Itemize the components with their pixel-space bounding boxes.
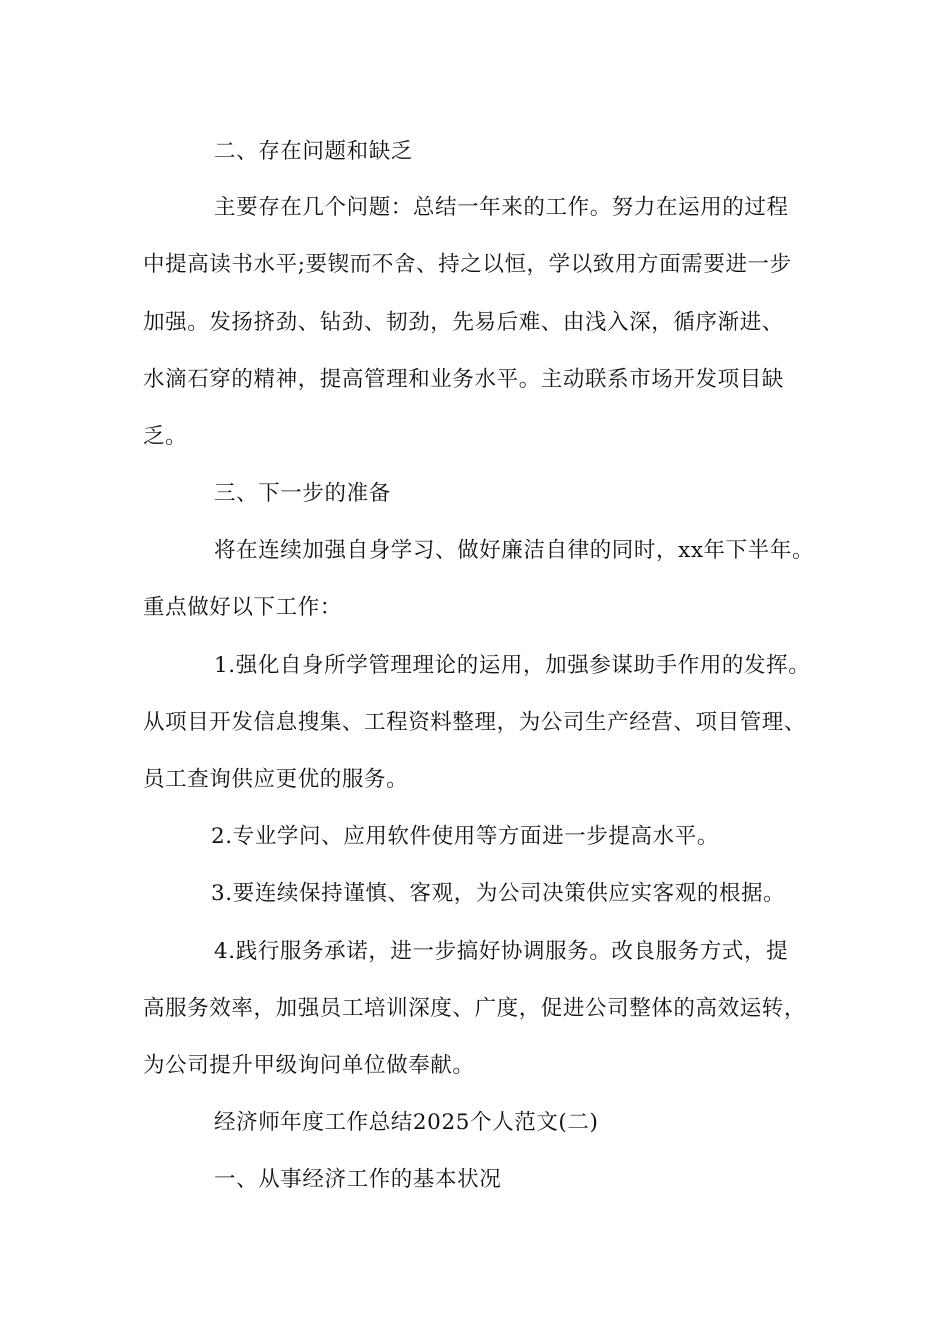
list-item-4: 4.践行服务承诺，进一步搞好协调服务。改良服务方式，提 [214, 939, 789, 964]
paragraph-line: 高服务效率，加强员工培训深度、广度，促进公司整体的高效运转， [143, 996, 807, 1021]
list-item-2: 2.专业学问、应用软件使用等方面进一步提高水平。 [211, 824, 719, 849]
paragraph-line: 从项目开发信息搜集、工程资料整理，为公司生产经营、项目管理、 [143, 710, 807, 735]
list-item-1: 1.强化自身所学管理理论的运用，加强参谋助手作用的发挥。 [214, 653, 811, 678]
paragraph-line: 加强。发扬挤劲、钻劲、韧劲，先易后难、由浅入深，循序渐进、 [143, 310, 784, 335]
paragraph-line: 重点做好以下工作： [143, 595, 342, 620]
paragraph-line: 将在连续加强自身学习、做好廉洁自律的同时，xx年下半年。 [214, 538, 815, 563]
paragraph-line: 为公司提升甲级询问单位做奉献。 [143, 1053, 475, 1078]
section-heading-basic-status: 一、从事经济工作的基本状况 [214, 1167, 502, 1192]
document-subtitle: 经济师年度工作总结2025个人范文(二) [214, 1110, 599, 1135]
paragraph-line: 乏。 [143, 424, 188, 449]
list-item-3: 3.要连续保持谨慎、客观，为公司决策供应实客观的根据。 [211, 881, 786, 906]
section-heading-problems: 二、存在问题和缺乏 [214, 139, 413, 164]
section-heading-next-steps: 三、下一步的准备 [214, 481, 391, 506]
paragraph-line: 主要存在几个问题：总结一年来的工作。努力在运用的过程 [214, 195, 789, 220]
paragraph-line: 员工查询供应更优的服务。 [143, 767, 409, 792]
paragraph-line: 水滴石穿的精神，提高管理和业务水平。主动联系市场开发项目缺 [143, 367, 784, 392]
paragraph-line: 中提高读书水平;要锲而不舍、持之以恒，学以致用方面需要进一步 [143, 252, 792, 277]
